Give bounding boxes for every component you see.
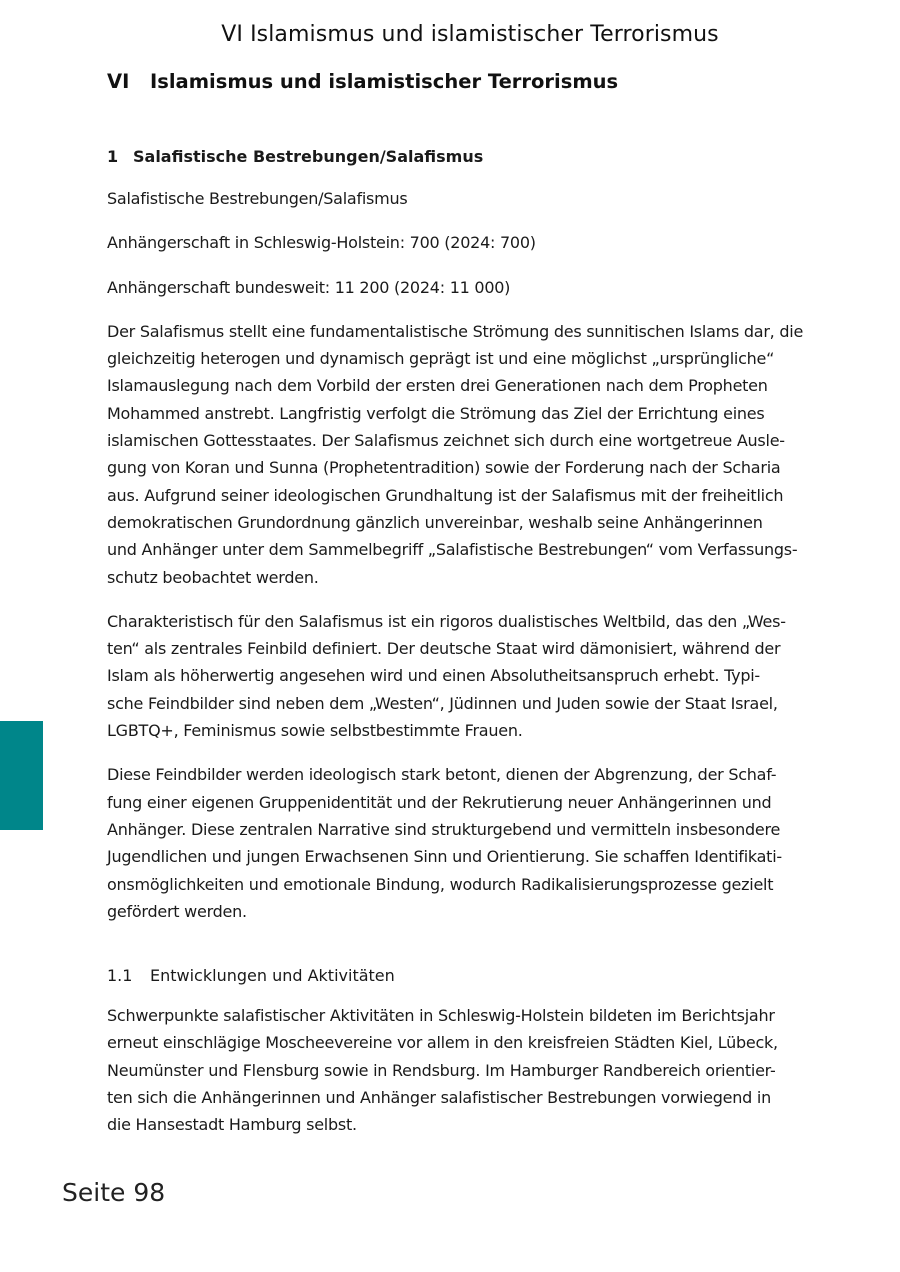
paragraph-line: gung von Koran und Sunna (Prophetentradition) sowie der Forderung nach der Scharia — [107, 458, 781, 478]
paragraph-line: die Hansestadt Hamburg selbst. — [107, 1115, 357, 1135]
paragraph-line: fung einer eigenen Gruppenidentität und der Rekrutierung neuer Anhängerinnen und — [107, 792, 772, 812]
paragraph-line: Diese Feindbilder werden ideologisch stark betont, dienen der Abgrenzung, der Schaf- — [107, 765, 777, 785]
paragraph-line: Anhänger. Diese zentralen Narrative sind strukturgebend und vermitteln insbesondere — [107, 819, 781, 839]
chapter-number: VI — [107, 70, 130, 93]
paragraph-line: erneut einschlägige Moscheevereine vor allem in den kreisfreien Städten Kiel, Lübeck, — [107, 1033, 778, 1053]
paragraph-line: islamischen Gottesstaates. Der Salafismus zeichnet sich durch eine wortgetreue Ausle- — [107, 431, 785, 451]
chapter-side-tab — [0, 721, 43, 830]
subsection-number: 1.1 — [107, 966, 133, 986]
paragraph-line: sche Feindbilder sind neben dem „Westen“, Jüdinnen und Juden sowie der Staat Israel, — [107, 693, 778, 713]
subsection-heading — [107, 964, 837, 988]
subsection-title-text: Entwicklungen und Aktivitäten — [150, 966, 395, 986]
paragraph-line: Jugendlichen und jungen Erwachsenen Sinn und Orientierung. Sie schaffen Identifikati- — [107, 847, 782, 867]
paragraph-line: und Anhänger unter dem Sammelbegriff „Salafistische Bestrebungen“ vom Verfassungs- — [107, 540, 798, 560]
paragraph-line: aus. Aufgrund seiner ideologischen Grundhaltung ist der Salafismus mit der freiheitlich — [107, 485, 784, 505]
chapter-title-text: Islamismus und islamistischer Terrorismus — [150, 70, 619, 93]
paragraph-line: Islamauslegung nach dem Vorbild der ersten drei Generationen nach dem Propheten — [107, 376, 768, 396]
section-title-text: Salafistische Bestrebungen/Salafismus — [133, 147, 484, 166]
running-header: VI Islamismus und islamistischer Terrorismus — [221, 22, 719, 47]
paragraph-line: Der Salafismus stellt eine fundamentalistische Strömung des sunnitischen Islams dar, die — [107, 321, 804, 341]
page-body — [107, 145, 837, 1156]
paragraph-line: onsmöglichkeiten und emotionale Bindung, wodurch Radikalisierungsprozesse gezielt — [107, 874, 774, 894]
paragraph-line: Charakteristisch für den Salafismus ist ein rigoros dualistisches Weltbild, das den „Wes- — [107, 611, 786, 631]
section-heading — [107, 145, 837, 169]
info-line-followers-nationwide: Anhängerschaft bundesweit: 11 200 (2024: 11 000) — [107, 277, 511, 297]
section-number: 1 — [107, 147, 119, 166]
body-paragraph — [107, 608, 837, 744]
info-line-followers-sh: Anhängerschaft in Schleswig-Holstein: 700 (2024: 700) — [107, 233, 536, 253]
page-number: Seite 98 — [62, 1178, 166, 1207]
paragraph-line: Islam als höherwertig angesehen wird und einen Absolutheitsanspruch erhebt. Typi- — [107, 666, 760, 686]
paragraph-line: demokratischen Grundordnung gänzlich unvereinbar, weshalb seine Anhängerinnen — [107, 512, 763, 532]
body-paragraph — [107, 1002, 837, 1138]
paragraph-line: Neumünster und Flensburg sowie in Rendsburg. Im Hamburger Randbereich orientier- — [107, 1060, 776, 1080]
paragraph-line: gleichzeitig heterogen und dynamisch geprägt ist und eine möglichst „ursprüngliche“ — [107, 349, 775, 369]
paragraph-line: ten sich die Anhängerinnen und Anhänger salafistischer Bestrebungen vorwiegend in — [107, 1088, 771, 1108]
body-paragraph — [107, 318, 837, 591]
paragraph-line: Schwerpunkte salafistischer Aktivitäten in Schleswig-Holstein bildeten im Berichtsjahr — [107, 1006, 775, 1026]
paragraph-line: gefördert werden. — [107, 901, 247, 921]
info-line-category: Salafistische Bestrebungen/Salafismus — [107, 189, 408, 208]
body-paragraph — [107, 761, 837, 925]
paragraph-line: LGBTQ+, Feminismus sowie selbstbestimmte Frauen. — [107, 721, 523, 741]
paragraph-line: Mohammed anstrebt. Langfristig verfolgt die Strömung das Ziel der Errichtung eines — [107, 403, 765, 423]
paragraph-line: ten“ als zentrales Feinbild definiert. Der deutsche Staat wird dämonisiert, während der — [107, 639, 781, 659]
chapter-title — [107, 70, 618, 93]
paragraph-line: schutz beobachtet werden. — [107, 567, 319, 587]
